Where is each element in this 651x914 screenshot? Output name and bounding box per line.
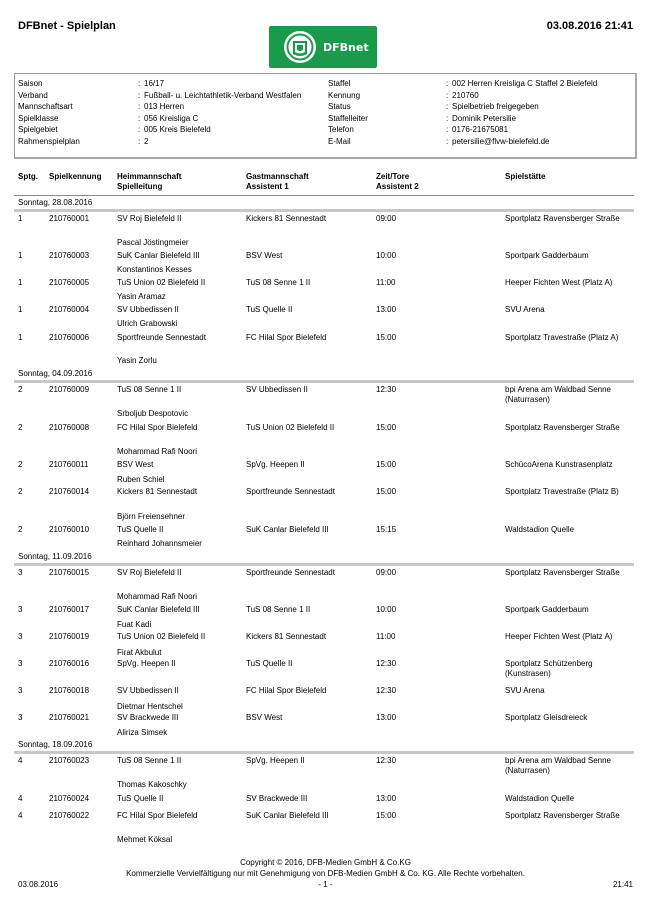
match-id: 210760008 [49, 423, 90, 432]
match-sptg: 3 [18, 605, 23, 614]
match-venue: Sportplatz Ravensberger Straße [505, 423, 620, 432]
match-home-team: SuK Canlar Bielefeld III [117, 251, 200, 260]
match-referee: Aliriza Simsek [117, 728, 168, 737]
info-label: Telefon [328, 125, 354, 135]
match-time: 12:30 [376, 385, 397, 394]
match-home-team: SV Ubbedissen II [117, 686, 179, 695]
matchday-separator [14, 209, 634, 212]
match-time: 15:15 [376, 525, 397, 534]
match-away-team: TuS Quelle II [246, 659, 293, 668]
match-away-team: TuS 08 Senne 1 II [246, 278, 311, 287]
info-label: E-Mail [328, 137, 351, 146]
match-sptg: 2 [18, 460, 23, 469]
match-referee: Yasin Aramaz [117, 292, 166, 301]
match-home-team: SV Ubbedissen II [117, 305, 179, 314]
match-time: 15:00 [376, 811, 397, 820]
match-referee: Ulrich Grabowski [117, 319, 178, 328]
info-colon: : [446, 125, 449, 135]
match-sptg: 2 [18, 487, 23, 496]
match-sptg: 1 [18, 214, 23, 223]
info-label: Kennung [328, 90, 361, 100]
match-id: 210760023 [49, 756, 90, 765]
match-id: 210760006 [49, 333, 90, 342]
match-sptg: 2 [18, 423, 23, 432]
match-time: 11:00 [376, 278, 396, 287]
match-time: 15:00 [376, 487, 397, 496]
match-time: 13:00 [376, 713, 397, 722]
match-time: 11:00 [376, 632, 396, 641]
footer-copyright: Copyright © 2016, DFB-Medien GmbH & Co.KG [240, 858, 411, 867]
match-home-team: FC Hilal Spor Bielefeld [117, 811, 198, 820]
match-venue: bpi Arena am Waldbad Senne (Naturrasen) [505, 385, 611, 404]
match-away-team: SuK Canlar Bielefeld III [246, 811, 329, 820]
print-datetime: 03.08.2016 21:41 [546, 20, 633, 32]
match-id: 210760016 [49, 659, 90, 668]
match-home-team: SV Brackwede III [117, 713, 179, 722]
match-home-team: TuS Quelle II [117, 525, 164, 534]
match-home-team: Kickers 81 Sennestadt [117, 487, 198, 496]
match-id: 210760021 [49, 713, 90, 722]
match-id: 210760014 [49, 487, 90, 496]
match-away-team: SpVg. Heepen II [246, 460, 305, 469]
match-venue: Sportplatz Ravensberger Straße [505, 568, 620, 577]
match-sptg: 4 [18, 811, 23, 820]
match-time: 10:00 [376, 251, 397, 260]
match-id: 210760010 [49, 525, 90, 534]
match-away-team: Kickers 81 Sennestadt [246, 214, 327, 223]
match-home-team: TuS 08 Senne 1 II [117, 756, 182, 765]
info-value: 013 Herren [144, 102, 185, 112]
match-sptg: 3 [18, 659, 23, 668]
col-zeit-label: Zeit/Tore [376, 172, 410, 181]
match-venue: Heeper Fichten West (Platz A) [505, 632, 613, 641]
match-away-team: Kickers 81 Sennestadt [246, 632, 327, 641]
match-referee: Mohammad Rafi Noori [117, 592, 198, 601]
info-value: 2 [144, 137, 149, 146]
info-label: Verband [18, 90, 48, 100]
match-referee: Reinhard Johannsmeier [117, 539, 202, 548]
match-referee: Dietmar Hentschel [117, 702, 183, 711]
match-sptg: 2 [18, 525, 23, 534]
match-referee: Mohammad Rafi Noori [117, 447, 198, 456]
match-home-team: SpVg. Heepen II [117, 659, 176, 668]
match-time: 12:30 [376, 659, 397, 668]
header-divider [14, 195, 634, 196]
col-sptg-header: Sptg. [18, 172, 38, 181]
match-id: 210760001 [49, 214, 90, 223]
match-home-team: TuS Quelle II [117, 794, 164, 803]
match-id: 210760022 [49, 811, 90, 820]
match-venue: SchücoArena Kunstrasenplatz [505, 460, 613, 469]
matchday-date: Sonntag, 18.09.2016 [18, 740, 93, 749]
match-referee: Konstantinos Kesses [117, 265, 192, 274]
match-venue: Sportplatz Ravensberger Straße [505, 214, 620, 223]
match-sptg: 1 [18, 278, 23, 287]
match-home-team: TuS Union 02 Bielefeld II [117, 632, 206, 641]
match-id: 210760005 [49, 278, 90, 287]
match-home-team: FC Hilal Spor Bielefeld [117, 423, 198, 432]
match-venue: Waldstadion Quelle [505, 794, 575, 803]
match-sptg: 1 [18, 333, 23, 342]
match-home-team: SuK Canlar Bielefeld III [117, 605, 200, 614]
match-referee: Ruben Schiel [117, 475, 165, 484]
match-venue: Heeper Fichten West (Platz A) [505, 278, 613, 287]
match-sptg: 2 [18, 385, 23, 394]
match-time: 09:00 [376, 568, 397, 577]
col-staette-header: Spielstätte [505, 172, 546, 181]
info-label: Status [328, 102, 351, 112]
info-colon: : [446, 113, 449, 123]
match-time: 12:30 [376, 686, 397, 695]
match-away-team: Sportfreunde Sennestadt [246, 568, 335, 577]
match-time: 15:00 [376, 460, 397, 469]
match-referee: Pascal Jöstingmeier [117, 238, 189, 247]
match-away-team: Sportfreunde Sennestadt [246, 487, 335, 496]
info-label: Staffel [328, 79, 351, 88]
info-value: 002 Herren Kreisliga C Staffel 2 Bielefeld [452, 79, 598, 88]
matchday-separator [14, 751, 634, 754]
match-referee: Thomas Kakoschky [117, 780, 187, 789]
match-away-team: BSV West [246, 713, 283, 722]
match-home-team: TuS 08 Senne 1 II [117, 385, 182, 394]
dfbnet-logo [269, 26, 377, 68]
matchday-date: Sonntag, 28.08.2016 [18, 198, 93, 207]
match-venue: Sportplatz Schützenberg (Kunstrasen) [505, 659, 593, 678]
info-colon: : [138, 102, 141, 112]
info-colon: : [446, 137, 449, 146]
col-heim-header [117, 172, 181, 192]
match-id: 210760015 [49, 568, 90, 577]
info-label: Spielgebiet [18, 125, 58, 135]
match-time: 15:00 [376, 333, 397, 342]
match-away-team: SV Ubbedissen II [246, 385, 308, 394]
matchday-date: Sonntag, 04.09.2016 [18, 369, 93, 378]
match-referee: Björn Freiensehner [117, 512, 186, 521]
col-gast-header [246, 172, 309, 192]
match-sptg: 3 [18, 632, 23, 641]
match-time: 15:00 [376, 423, 397, 432]
col-gast-label: Gastmannschaft [246, 172, 309, 181]
match-time: 13:00 [376, 794, 397, 803]
match-home-team: SV Roj Bielefeld II [117, 214, 182, 223]
match-time: 12:30 [376, 756, 397, 765]
dfb-emblem-icon [283, 30, 317, 64]
match-referee: Mehmet Köksal [117, 835, 173, 844]
match-id: 210760019 [49, 632, 90, 641]
match-referee: Srboljub Despotovic [117, 409, 189, 418]
info-value: Dominik Petersilie [452, 113, 517, 123]
match-away-team: SuK Canlar Bielefeld III [246, 525, 329, 534]
match-id: 210760009 [49, 385, 90, 394]
info-colon: : [138, 137, 141, 146]
info-label: Mannschaftsart [18, 102, 73, 112]
logo-text: DFBnet [323, 40, 369, 54]
match-sptg: 1 [18, 251, 23, 260]
info-label: Saison [18, 79, 43, 88]
match-away-team: TuS Union 02 Bielefeld II [246, 423, 335, 432]
match-away-team: FC Hilal Spor Bielefeld [246, 686, 327, 695]
info-colon: : [138, 125, 141, 135]
info-colon: : [138, 90, 141, 100]
match-home-team: SV Roj Bielefeld II [117, 568, 182, 577]
col-assistent1-label: Assistent 1 [246, 182, 289, 191]
info-label: Staffelleiter [328, 113, 368, 123]
match-away-team: TuS Quelle II [246, 305, 293, 314]
match-home-team: TuS Union 02 Bielefeld II [117, 278, 206, 287]
match-id: 210760004 [49, 305, 90, 314]
match-away-team: SV Brackwede III [246, 794, 308, 803]
match-venue: SVU Arena [505, 305, 545, 314]
footer-time: 21:41 [612, 880, 633, 889]
match-venue: bpi Arena am Waldbad Senne (Naturrasen) [505, 756, 611, 775]
match-venue: Sportplatz Travestraße (Platz B) [505, 487, 619, 496]
match-id: 210760024 [49, 794, 90, 803]
match-time: 13:00 [376, 305, 397, 314]
match-venue: SVU Arena [505, 686, 545, 695]
match-home-team: BSV West [117, 460, 154, 469]
match-sptg: 1 [18, 305, 23, 314]
col-zeit-header [376, 172, 419, 192]
footer-page-number: - 1 - [318, 880, 333, 889]
matchday-separator [14, 380, 634, 383]
col-leitung-label: Spielleitung [117, 182, 163, 191]
info-value: 16/17 [144, 79, 165, 88]
info-colon: : [138, 79, 141, 88]
col-assistent2-label: Assistent 2 [376, 182, 419, 191]
footer-notice: Kommerzielle Vervielfältigung nur mit Genehmigung von DFB-Medien GmbH & Co. KG. Alle Rechte vorbehalten. [126, 869, 525, 878]
info-value: 210760 [452, 90, 479, 100]
info-label: Spielklasse [18, 113, 59, 123]
match-venue: Sportpark Gadderbaum [505, 251, 589, 260]
info-colon: : [446, 90, 449, 100]
match-sptg: 4 [18, 794, 23, 803]
info-value: 056 Kreisliga C [144, 113, 199, 123]
match-away-team: TuS 08 Senne 1 II [246, 605, 311, 614]
match-time: 09:00 [376, 214, 397, 223]
match-away-team: BSV West [246, 251, 283, 260]
info-colon: : [138, 113, 141, 123]
match-sptg: 3 [18, 686, 23, 695]
match-id: 210760018 [49, 686, 90, 695]
match-referee: Fuat Kadi [117, 620, 152, 629]
col-heim-label: Heimmannschaft [117, 172, 182, 181]
info-value: Spielbetrieb freigegeben [452, 102, 539, 112]
match-home-team: Sportfreunde Sennestadt [117, 333, 206, 342]
matchday-separator [14, 563, 634, 566]
match-away-team: SpVg. Heepen II [246, 756, 305, 765]
match-sptg: 3 [18, 568, 23, 577]
match-referee: Yasin Zorlu [117, 356, 157, 365]
match-time: 10:00 [376, 605, 397, 614]
match-sptg: 3 [18, 713, 23, 722]
match-venue: Waldstadion Quelle [505, 525, 575, 534]
match-venue: Sportpark Gadderbaum [505, 605, 589, 614]
info-label: Rahmenspielplan [18, 137, 80, 146]
match-sptg: 4 [18, 756, 23, 765]
match-id: 210760017 [49, 605, 90, 614]
match-venue: Sportplatz Travestraße (Platz A) [505, 333, 619, 342]
matchday-date: Sonntag, 11.09.2016 [18, 552, 92, 561]
match-venue: Sportplatz Gleisdreieck [505, 713, 588, 722]
info-value: 005 Kreis Bielefeld [144, 125, 211, 135]
info-value: Fußball- u. Leichtathletik-Verband Westfalen [144, 90, 302, 100]
match-id: 210760003 [49, 251, 90, 260]
info-value: petersilie@flvw-bielefeld.de [452, 137, 550, 146]
match-referee: Firat Akbulut [117, 648, 162, 657]
info-colon: : [446, 79, 449, 88]
page-title: DFBnet - Spielplan [18, 20, 116, 32]
footer-date: 03.08.2016 [18, 880, 59, 889]
match-venue: Sportplatz Ravensberger Straße [505, 811, 620, 820]
match-away-team: FC Hilal Spor Bielefeld [246, 333, 327, 342]
col-kennung-header: Spielkennung [49, 172, 102, 181]
info-value: 0176-21675081 [452, 125, 509, 135]
match-id: 210760011 [49, 460, 89, 469]
info-colon: : [446, 102, 449, 112]
